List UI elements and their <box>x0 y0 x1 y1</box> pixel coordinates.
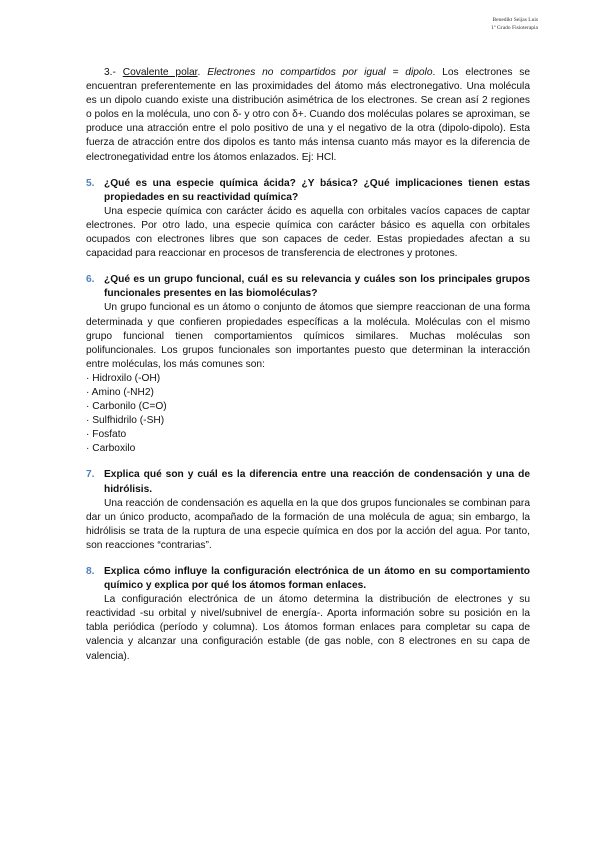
question-8-section <box>86 565 530 664</box>
answer-5: Una especie química con carácter ácido es aquella con orbitales vacíos capaces de captar electrones. Por otro lado, una especie química con carácter básico es aquella con orbitales ocupados con electrones libres que son capaces de ceder. Estas propiedades afectan a su capacidad para reaccionar en procesos de transferencia de electrones y protones. <box>86 205 530 260</box>
question-7 <box>86 468 530 496</box>
question-7-text: Explica qué son y cuál es la diferencia entre una reacción de condensación y una de hidrólisis. <box>104 469 530 495</box>
list-item: · Amino (-NH2) <box>86 386 154 398</box>
item-3-title: Covalente polar <box>122 67 198 78</box>
answer-7: Una reacción de condensación es aquella en la que dos grupos funcionales se combinan para dar un único producto, acompañado de la formación de una molécula de agua; sin embargo, la hidrólisis se trata de la ruptura de una especie química en dos por la acción del agua. Por tanto, son reacciones “contrarias”. <box>86 497 530 551</box>
answer-8: La configuración electrónica de un átomo determina la distribución de electrones y su reactividad -su orbital y nivel/subnivel de energía-. Aporta información sobre su posición en la tabla periódica (período y columna). Los átomos forman enlaces para completar su capa de valencia y alcanzar una configuración estable (de gas noble, con 8 electrones en su capa de valencia). <box>86 594 530 662</box>
item-3-paragraph <box>86 66 530 165</box>
question-7-section <box>86 468 530 553</box>
question-5-number: 5. <box>86 177 95 189</box>
list-item: · Sulfhidrilo (-SH) <box>86 415 165 427</box>
item-3-title-end: . <box>197 67 208 78</box>
question-7-number: 7. <box>86 469 95 481</box>
question-6-section <box>86 273 530 456</box>
answer-6: Un grupo funcional es un átomo o conjunto de átomos que siempre reaccionan de una forma determinada y que confieren propiedades específicas a la molécula. Moléculas con el mismo grupo funcional tienen comportamientos químicos similares. Muchas moléculas son polifuncionales. Los grupos funcionales son importantes puesto que determinan la interacción entre moléculas, los más comunes son: <box>86 302 530 370</box>
question-6-text: ¿Qué es un grupo funcional, cuál es su relevancia y cuáles son los principales grupos funcionales presentes en las biomoléculas? <box>104 274 530 300</box>
list-item: · Fosfato <box>86 429 127 441</box>
list-item: · Carbonilo (C=O) <box>86 401 167 413</box>
item-3-prefix: 3.- <box>104 67 123 78</box>
question-8-number: 8. <box>86 566 95 577</box>
page-header <box>491 16 538 32</box>
header-course: 1º Grado Fisioterapia <box>491 25 538 31</box>
question-8-text: Explica cómo influye la configuración electrónica de un átomo en su comportamiento químico y explica por qué los átomos forman enlaces. <box>104 566 530 592</box>
list-item: · Carboxilo <box>86 443 136 455</box>
list-item: · Hidroxilo (-OH) <box>86 372 161 384</box>
question-5-section <box>86 177 530 262</box>
question-8 <box>86 565 530 593</box>
item-3-body: . Los electrones se encuentran preferentemente en las proximidades del átomo más electronegativo. Una molécula es un dipolo cuando existe una distribución asimétrica de los electrones. Se crean así 2 regiones o polos en la molécula, uno con δ- y otro con δ+. Cuando dos moléculas polares se aproximan, se produce una atracción entre el polo positivo de una y el negativo de la otra (dipolo-dipolo). Esta fuerza de atracción entre dos dipolos es tanto más intensa cuanto más mayor es la diferencia de electronegatividad entre los átomos enlazados. Ej: HCl. <box>86 67 530 163</box>
question-6 <box>86 273 530 301</box>
functional-groups-list <box>86 372 530 457</box>
document-body <box>86 66 530 664</box>
item-3-subtitle: Electrones no compartidos por igual = dipolo <box>207 67 433 78</box>
question-6-number: 6. <box>86 274 95 286</box>
question-5-text: ¿Qué es una especie química ácida? ¿Y básica? ¿Qué implicaciones tienen estas propiedades en su reactividad química? <box>104 177 530 203</box>
header-author: Benedikt Seijas Luis <box>492 17 538 23</box>
question-5 <box>86 177 530 205</box>
